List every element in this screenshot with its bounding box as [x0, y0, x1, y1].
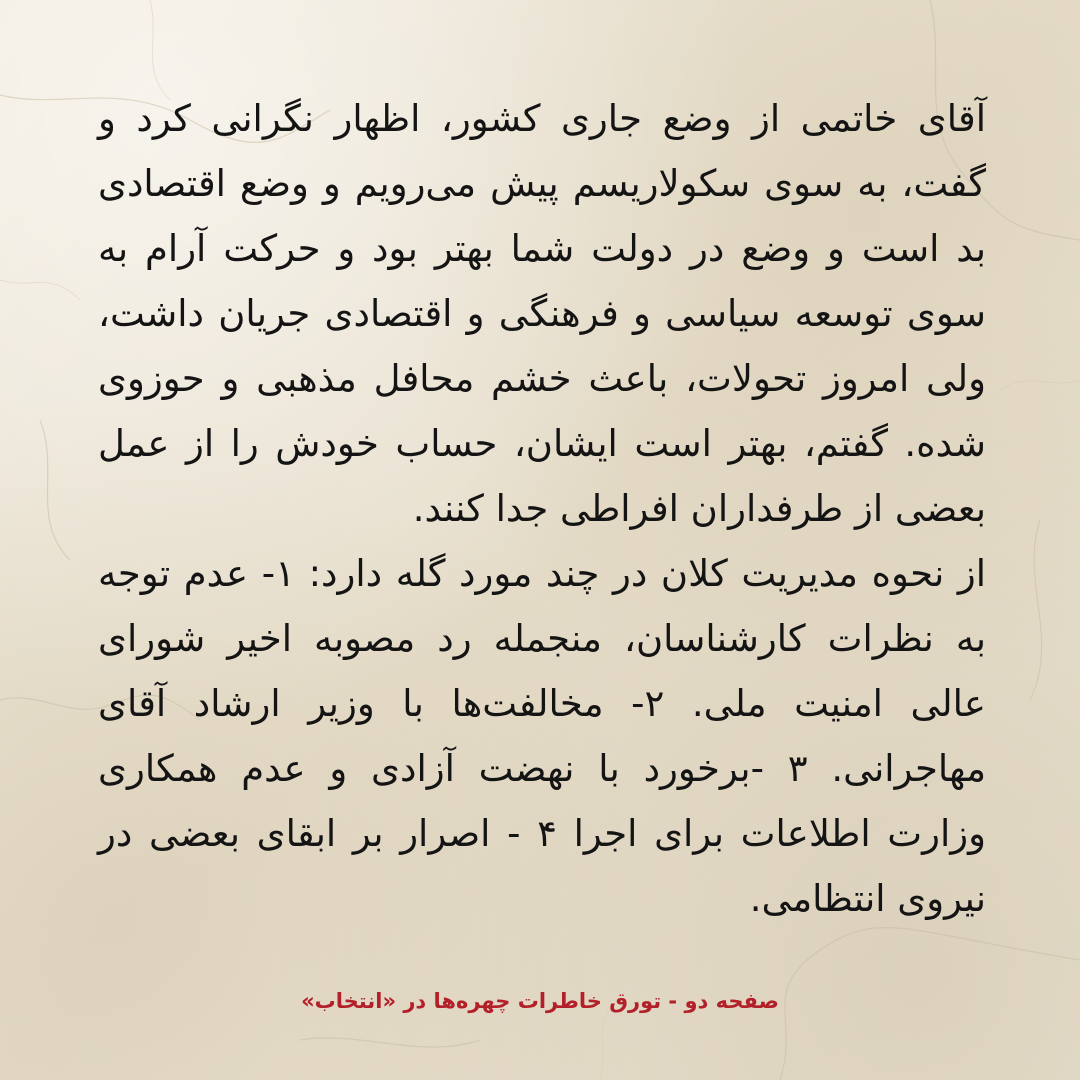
paragraph-khatami-concerns: آقای خاتمی از وضع جاری کشور، اظهار نگرانی کرد و گفت، به سوی سکولاریسم پیش می‌رویم و وضع اقتصادی بد است و وضع در دولت شما بهتر بود و حرکت آرام به سوی توسعه سیاسی و فرهنگی و اقتصادی جریان داشت، ولی امروز تحولات، باعث خشم محافل مذهبی و حوزوی شده. گفتم، بهتر است ایشان، حساب خودش را از عمل بعضی از طرفداران افراطی جدا کنند. [98, 97, 986, 530]
memoir-text [98, 86, 986, 931]
source-caption: صفحه دو - تورق خاطرات چهره‌ها در «انتخاب» [301, 989, 779, 1013]
paragraph-management-complaints: از نحوه مدیریت کلان در چند مورد گله دارد: ۱- عدم توجه به نظرات کارشناسان، منجمله رد مصوبه اخیر شورای عالی امنیت ملی. ۲- مخالفت‌ها با وزیر ارشاد آقای مهاجرانی. ۳ -برخورد با نهضت آزادی و عدم همکاری وزارت اطلاعات برای اجرا ۴ - اصرار بر ابقای بعضی در نیروی انتظامی. [98, 552, 987, 920]
